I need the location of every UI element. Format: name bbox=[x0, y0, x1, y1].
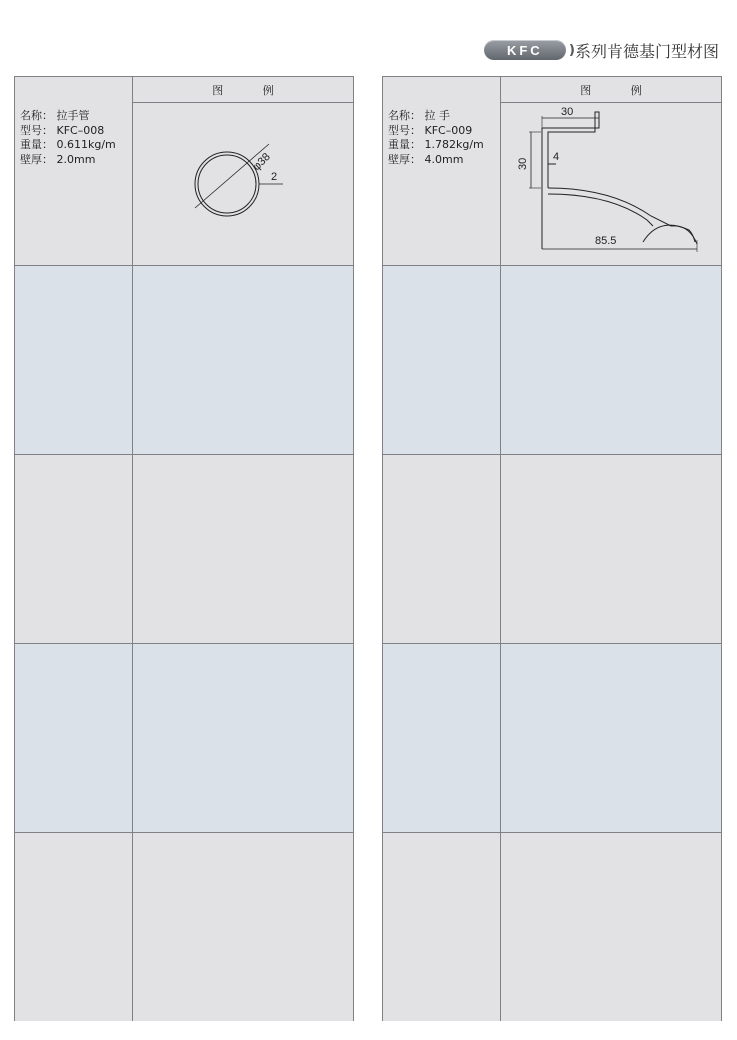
profile-weight: 重量： 1.782kg/m bbox=[388, 138, 484, 151]
tube-profile-drawing bbox=[133, 104, 353, 264]
profile-model: 型号： KFC–009 bbox=[388, 123, 473, 137]
profile-row-kfc-008 bbox=[15, 77, 353, 265]
profile-wall: 壁厚： 2.0mm bbox=[20, 152, 96, 166]
spec-cell bbox=[15, 77, 133, 265]
spec-info bbox=[20, 109, 116, 167]
legend-header: 图 例 bbox=[501, 77, 721, 103]
page-header bbox=[484, 39, 719, 61]
profile-weight: 重量： 0.611kg/m bbox=[20, 138, 116, 151]
profile-name: 名称： 拉 手 bbox=[388, 109, 450, 122]
empty-row bbox=[383, 643, 721, 832]
profile-table-right bbox=[382, 76, 722, 1021]
diameter-label: φ38 bbox=[250, 150, 273, 174]
empty-row bbox=[383, 454, 721, 643]
drawing-cell bbox=[501, 77, 721, 265]
profile-wall: 壁厚： 4.0mm bbox=[388, 152, 464, 166]
empty-row bbox=[15, 832, 353, 1021]
profile-model: 型号： KFC–008 bbox=[20, 123, 105, 137]
double-chevron-icon: )) bbox=[568, 42, 571, 58]
profile-row-kfc-009 bbox=[383, 77, 721, 265]
legend-header: 图 例 bbox=[133, 77, 353, 103]
handle-profile-drawing bbox=[501, 104, 721, 264]
profile-table-left bbox=[14, 76, 354, 1021]
thickness-label: 2 bbox=[271, 171, 278, 183]
empty-row bbox=[15, 454, 353, 643]
spec-cell bbox=[383, 77, 501, 265]
height-label: 30 bbox=[517, 157, 529, 170]
top-width-label: 30 bbox=[561, 106, 574, 118]
empty-row bbox=[15, 265, 353, 454]
empty-row bbox=[383, 832, 721, 1021]
page-title: 系列肯德基门型材图 bbox=[574, 41, 719, 61]
profile-name: 名称： 拉手管 bbox=[20, 109, 90, 122]
drawing-cell bbox=[133, 77, 353, 265]
length-label: 85.5 bbox=[595, 235, 617, 247]
spec-info bbox=[388, 109, 484, 167]
empty-row bbox=[383, 265, 721, 454]
empty-row bbox=[15, 643, 353, 832]
lip-label: 4 bbox=[553, 151, 560, 163]
kfc-badge: KFC bbox=[484, 40, 566, 60]
